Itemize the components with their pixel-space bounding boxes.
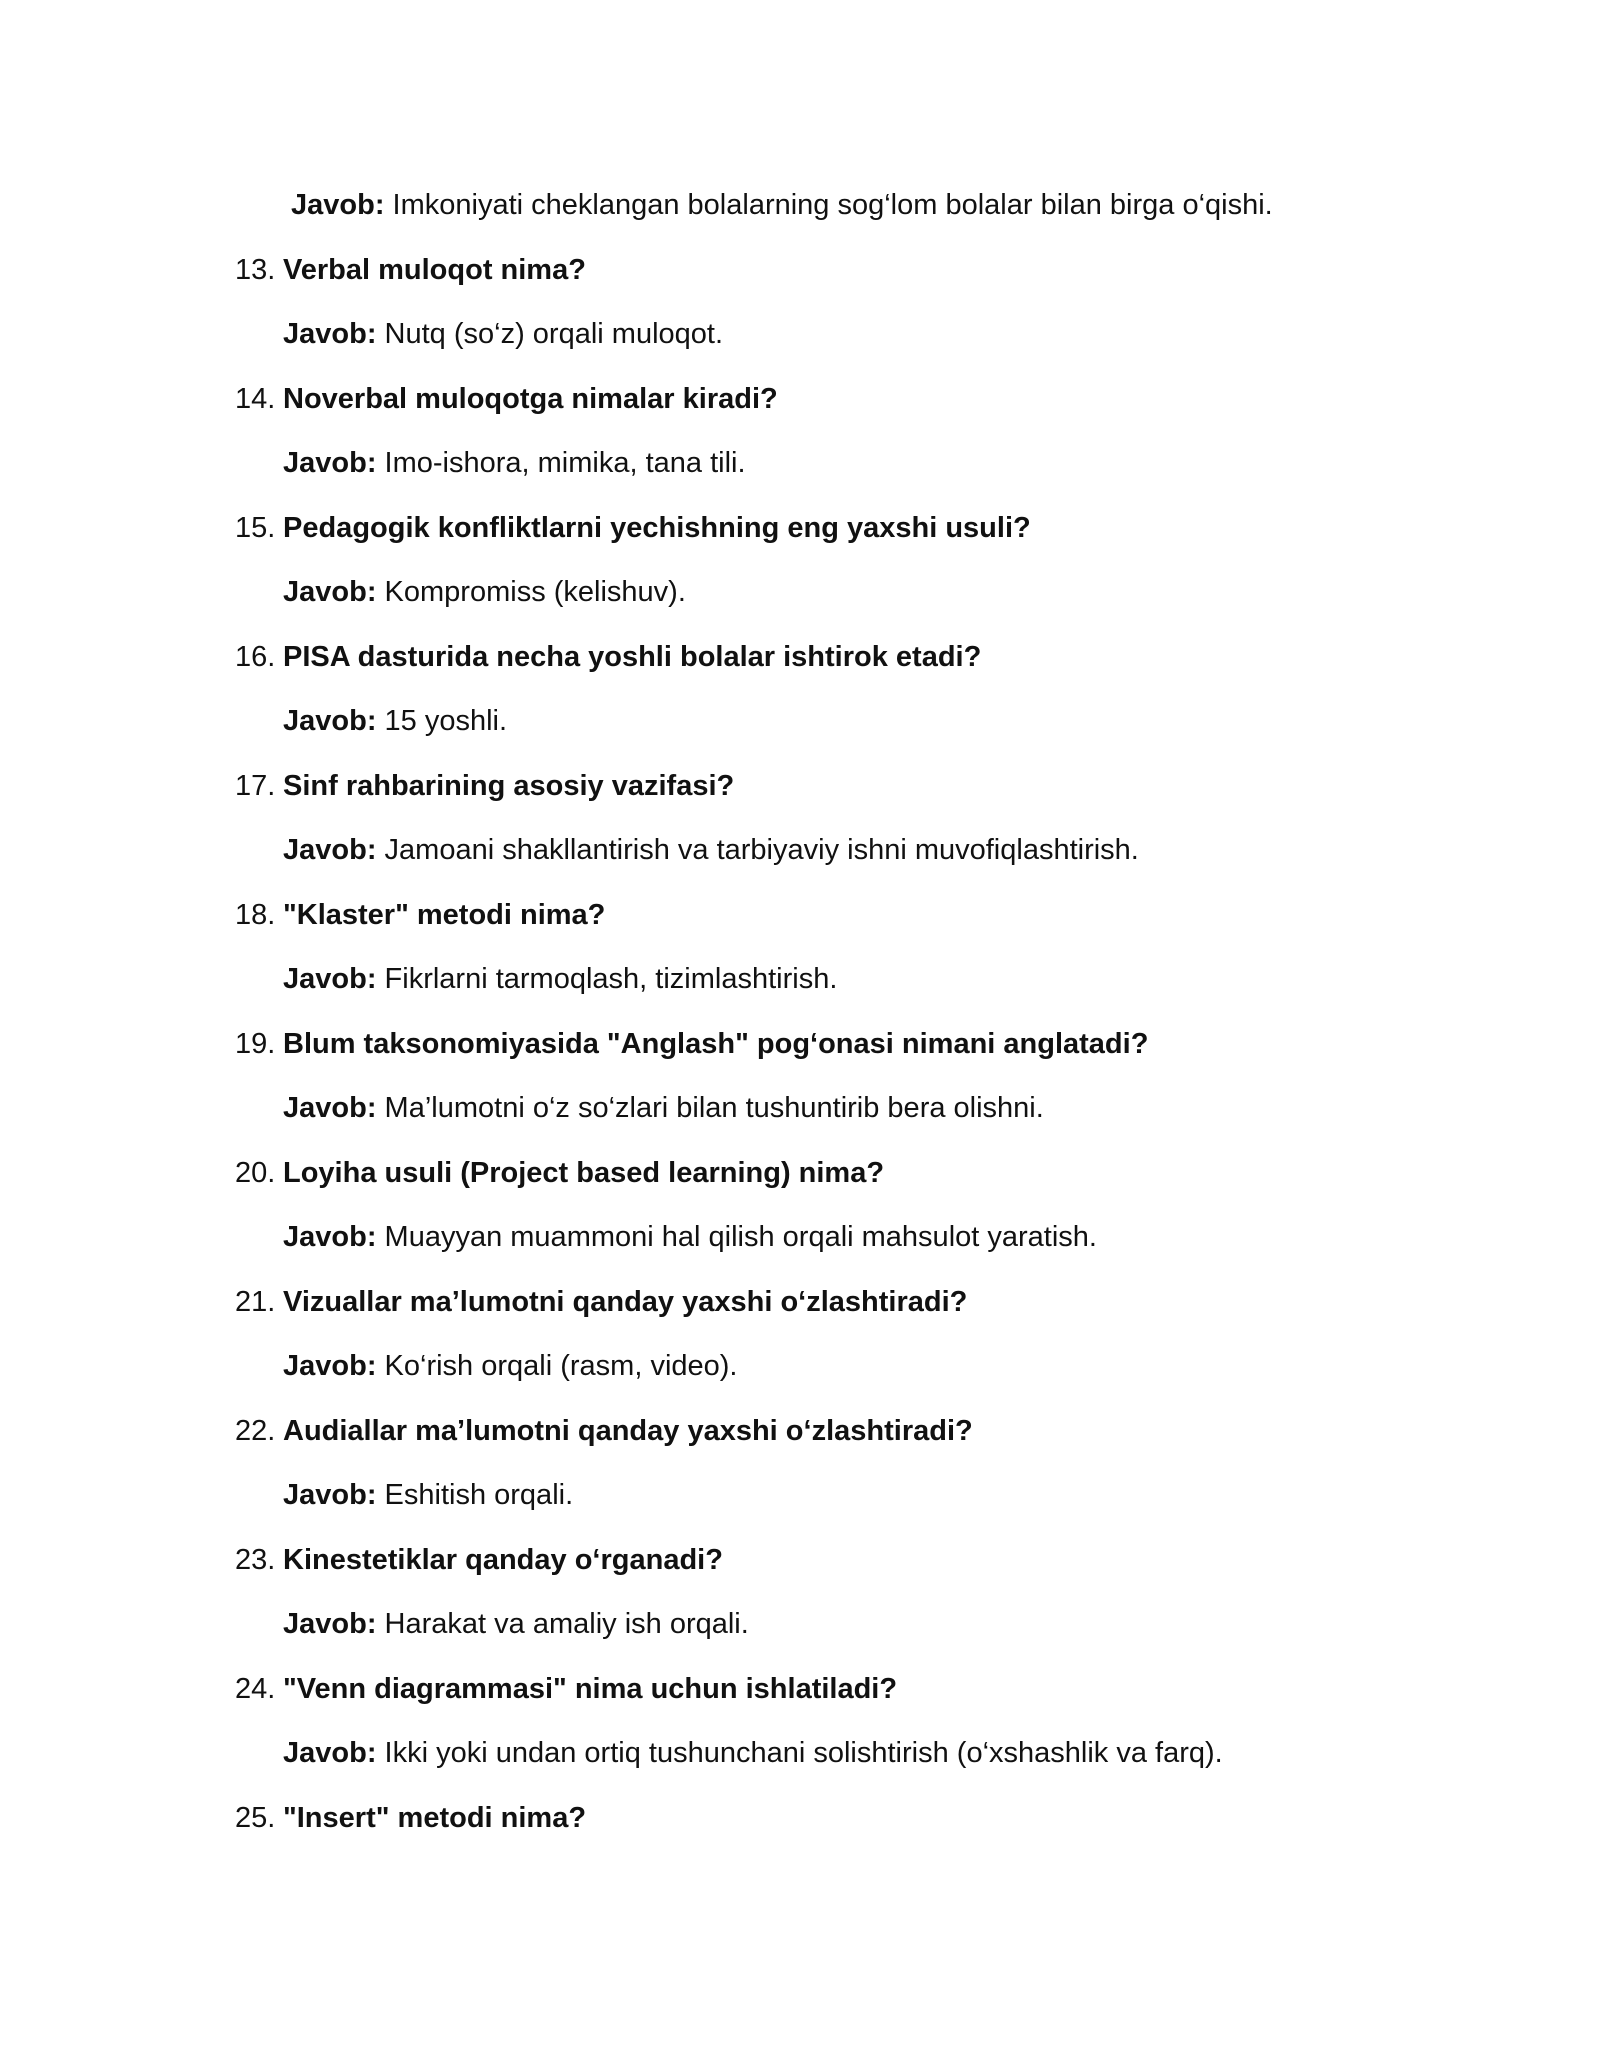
answer-20	[283, 1220, 1097, 1254]
answer-text: Eshitish orqali.	[384, 1479, 574, 1511]
answer-label: Javob:	[283, 1092, 377, 1124]
answer-23	[283, 1607, 749, 1641]
question-17	[235, 769, 734, 803]
answer-24	[283, 1736, 1223, 1770]
list-item	[235, 1156, 1435, 1285]
answer-label: Javob:	[283, 1608, 377, 1640]
answer-19	[283, 1091, 1044, 1125]
question-18	[235, 898, 605, 932]
list-item	[235, 898, 1435, 1027]
question-25	[235, 1801, 586, 1835]
answer-text: Muayyan muammoni hal qilish orqali mahsulot yaratish.	[384, 1221, 1097, 1253]
answer-label: Javob:	[283, 576, 377, 608]
answer-label: Javob:	[283, 1479, 377, 1511]
list-item	[235, 1801, 1435, 1930]
question-number: 21.	[235, 1286, 276, 1318]
answer-text: Kompromiss (kelishuv).	[384, 576, 686, 608]
answer-17	[283, 833, 1139, 867]
question-20	[235, 1156, 884, 1190]
answer-21	[283, 1349, 738, 1383]
question-19	[235, 1027, 1148, 1061]
question-text: Sinf rahbarining asosiy vazifasi?	[283, 770, 735, 802]
list-item	[235, 1414, 1435, 1543]
question-text: "Venn diagrammasi" nima uchun ishlatiladi?	[283, 1673, 898, 1705]
question-text: PISA dasturida necha yoshli bolalar ishtirok etadi?	[283, 641, 982, 673]
answer-text: Fikrlarni tarmoqlash, tizimlashtirish.	[384, 963, 838, 995]
answer-text: Ma’lumotni o‘z so‘zlari bilan tushuntirib bera olishni.	[384, 1092, 1044, 1124]
question-24	[235, 1672, 897, 1706]
answer-18	[283, 962, 837, 996]
list-item	[235, 1285, 1435, 1414]
question-number: 20.	[235, 1157, 276, 1189]
question-number: 14.	[235, 383, 276, 415]
answer-text: Harakat va amaliy ish orqali.	[384, 1608, 749, 1640]
answer-line-12	[291, 188, 1273, 222]
answer-label: Javob:	[283, 834, 377, 866]
list-item	[235, 253, 1435, 382]
answer-label: Javob:	[283, 318, 377, 350]
question-number: 19.	[235, 1028, 276, 1060]
question-21	[235, 1285, 967, 1319]
answer-text: Ikki yoki undan ortiq tushunchani solishtirish (o‘xshashlik va farq).	[384, 1737, 1223, 1769]
list-item	[235, 382, 1435, 511]
list-item	[235, 1543, 1435, 1672]
question-text: "Klaster" metodi nima?	[283, 899, 606, 931]
answer-22	[283, 1478, 573, 1512]
answer-text: 15 yoshli.	[384, 705, 508, 737]
question-text: "Insert" metodi nima?	[283, 1802, 587, 1834]
answer-label: Javob:	[283, 447, 377, 479]
question-23	[235, 1543, 723, 1577]
question-text: Blum taksonomiyasida "Anglash" pog‘onasi nimani anglatadi?	[283, 1028, 1149, 1060]
question-number: 24.	[235, 1673, 276, 1705]
question-number: 18.	[235, 899, 276, 931]
list-item	[235, 1672, 1435, 1801]
answer-14	[283, 446, 746, 480]
question-22	[235, 1414, 973, 1448]
answer-label: Javob:	[283, 1350, 377, 1382]
question-text: Audiallar ma’lumotni qanday yaxshi o‘zlashtiradi?	[283, 1415, 973, 1447]
list-item	[235, 640, 1435, 769]
answer-text: Imo-ishora, mimika, tana tili.	[384, 447, 746, 479]
question-number: 15.	[235, 512, 276, 544]
question-text: Kinestetiklar qanday o‘rganadi?	[283, 1544, 723, 1576]
question-text: Loyiha usuli (Project based learning) nima?	[283, 1157, 885, 1189]
answer-label: Javob:	[283, 963, 377, 995]
answer-text: Jamoani shakllantirish va tarbiyaviy ishni muvofiqlashtirish.	[384, 834, 1139, 866]
question-number: 16.	[235, 641, 276, 673]
question-13	[235, 253, 586, 287]
list-item	[235, 511, 1435, 640]
question-16	[235, 640, 981, 674]
list-item	[235, 769, 1435, 898]
question-list	[235, 253, 1435, 1930]
answer-label: Javob:	[283, 705, 377, 737]
answer-label: Javob:	[283, 1221, 377, 1253]
answer-13	[283, 317, 723, 351]
question-number: 23.	[235, 1544, 276, 1576]
question-text: Pedagogik konfliktlarni yechishning eng yaxshi usuli?	[283, 512, 1031, 544]
answer-15	[283, 575, 686, 609]
question-15	[235, 511, 1031, 545]
answer-label: Javob:	[283, 1737, 377, 1769]
question-text: Noverbal muloqotga nimalar kiradi?	[283, 383, 778, 415]
list-item	[235, 1027, 1435, 1156]
answer-text: Imkoniyati cheklangan bolalarning sog‘lom bolalar bilan birga o‘qishi.	[392, 189, 1273, 221]
question-number: 17.	[235, 770, 276, 802]
question-text: Verbal muloqot nima?	[283, 254, 586, 286]
question-number: 13.	[235, 254, 276, 286]
question-14	[235, 382, 778, 416]
question-number: 22.	[235, 1415, 276, 1447]
answer-text: Nutq (so‘z) orqali muloqot.	[384, 318, 724, 350]
answer-text: Ko‘rish orqali (rasm, video).	[384, 1350, 738, 1382]
answer-16	[283, 704, 507, 738]
question-number: 25.	[235, 1802, 276, 1834]
answer-label: Javob:	[291, 189, 385, 221]
question-text: Vizuallar ma’lumotni qanday yaxshi o‘zlashtiradi?	[283, 1286, 968, 1318]
